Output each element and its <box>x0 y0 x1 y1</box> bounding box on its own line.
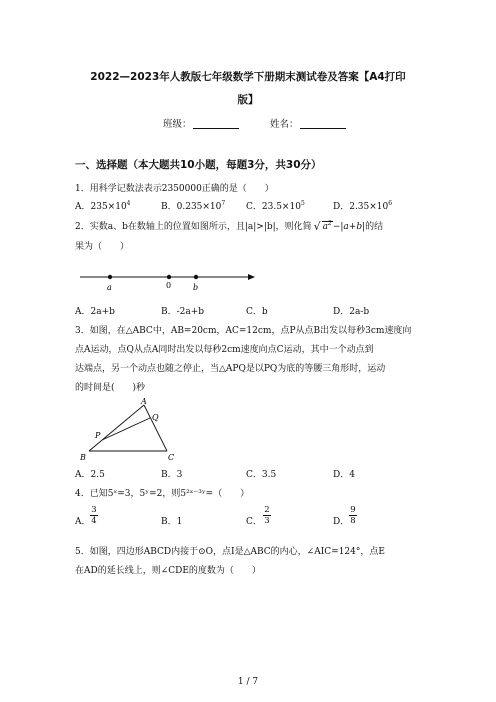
label-b: b <box>193 283 199 292</box>
option-letter: B． <box>161 202 177 212</box>
segment-ab <box>89 405 144 451</box>
class-blank <box>193 128 239 129</box>
name-label: 姓名： <box>270 119 299 130</box>
option-exponent: 5 <box>300 200 305 207</box>
option-base: 235×10 <box>90 202 127 212</box>
q1-option-d <box>333 199 392 212</box>
option-exponent: 7 <box>221 200 226 207</box>
q4-option-a-letter: A． <box>75 517 91 527</box>
q1-option-c <box>246 199 305 212</box>
vertex-b-label: B <box>80 453 86 462</box>
point-b <box>194 275 198 279</box>
numerator: 2 <box>264 505 270 515</box>
page-number: 1 / 7 <box>237 677 259 687</box>
point-origin <box>167 275 171 279</box>
q1-option-a <box>75 199 131 212</box>
option-exponent: 4 <box>126 200 131 207</box>
q2-option-d: D．2a-b <box>333 307 370 317</box>
q2-option-b: B．-2a+b <box>161 307 205 317</box>
q2-option-c: C．b <box>246 307 268 317</box>
radicand-exponent: 2 <box>328 220 332 227</box>
segment-ac <box>144 405 167 451</box>
q3-option-c: C．3.5 <box>246 470 277 480</box>
q2-stem-tail: 的结 <box>365 222 384 232</box>
option-base: 0.235×10 <box>176 202 222 212</box>
option-value: 1 <box>176 517 183 527</box>
segment-pq <box>102 418 150 440</box>
name-blank <box>300 128 346 129</box>
denominator: 8 <box>350 516 356 526</box>
q1-stem: 1．用科学记数法表示2350000正确的是（ ） <box>75 184 274 194</box>
sqrt-sign-icon: √ <box>313 220 321 233</box>
option-letter: B． <box>161 517 177 527</box>
option-base: 23.5×10 <box>261 202 301 212</box>
number-line-arrow-icon <box>248 274 255 280</box>
q2-stem-line-2: 果为（ ） <box>75 242 130 252</box>
q5-line-2: 在AD的延长线上，则∠CDE的度数为（ ） <box>75 566 261 576</box>
label-a: a <box>107 283 112 292</box>
q3-line-4: 的时间是( )秒 <box>75 383 146 393</box>
title-line-1: 2022—2023年人教版七年级数学下册期末测试卷及答案【A4打印 <box>90 71 406 83</box>
q3-option-b: B．3 <box>161 470 183 480</box>
triangle-figure <box>78 396 198 462</box>
point-q-label: Q <box>152 413 159 422</box>
point-p-label: P <box>95 431 101 440</box>
class-label: 班级： <box>163 119 192 130</box>
q1-option-b <box>161 199 225 212</box>
q4-option-b <box>161 514 182 527</box>
q3-line-3: 达端点，另一个动点也随之停止，当△APQ是以PQ为底的等腰三角形时，运动 <box>75 364 386 374</box>
number-line-figure <box>80 262 260 292</box>
option-exponent: 6 <box>388 200 393 207</box>
q4-option-d-letter: D． <box>333 517 350 527</box>
q2-option-a: A．2a+b <box>75 307 115 317</box>
section-heading: 一、选择题（本大题共10小题，每题3分，共30分） <box>75 159 322 171</box>
q4-option-d-fraction <box>348 505 358 526</box>
point-a <box>108 275 112 279</box>
denominator: 4 <box>91 516 97 526</box>
sqrt-radicand <box>322 221 333 232</box>
q4-option-c-fraction <box>262 505 272 526</box>
label-zero: 0 <box>166 281 172 290</box>
vertex-c-label: C <box>168 453 175 462</box>
numerator: 3 <box>91 505 97 515</box>
option-letter: C． <box>246 202 262 212</box>
option-letter: D． <box>333 202 350 212</box>
vertex-a-label: A <box>141 397 147 406</box>
option-letter: A． <box>75 202 91 212</box>
q3-line-2: 点A运动，点Q从点A同时出发以每秒2cm速度向点C运动，其中一个动点到 <box>75 345 374 355</box>
title-line-2: 版】 <box>237 94 259 106</box>
q4-stem: 4．已知5ˣ=3，5ʸ=2，则5²ˣ⁻³ʸ=（ ） <box>75 489 250 499</box>
denominator: 3 <box>264 516 270 526</box>
q3-option-d: D．4 <box>333 470 355 480</box>
numerator: 9 <box>350 505 356 515</box>
q5-line-1: 5．如图，四边形ABCD内接于⊙O，点I是△ABC的内心，∠AIC=124°，点E <box>75 547 385 557</box>
document-title <box>40 66 456 112</box>
radicand-base: a <box>322 222 329 232</box>
q4-option-a-fraction <box>89 505 99 526</box>
q3-option-a: A．2.5 <box>75 470 105 480</box>
q2-stem-line-1 <box>75 219 383 232</box>
q2-stem-text: 2．实数a、b在数轴上的位置如图所示，且|a|>|b|，则化简 <box>75 222 312 232</box>
q4-option-c-letter: C． <box>246 517 262 527</box>
sqrt-expression <box>314 222 333 232</box>
q3-line-1: 3．如图，在△ABC中，AB=20cm，AC=12cm，点P从点B出发以每秒3cm速度向 <box>75 326 412 336</box>
option-base: 2.35×10 <box>349 202 389 212</box>
abs-expression: −|a+b| <box>332 222 366 232</box>
